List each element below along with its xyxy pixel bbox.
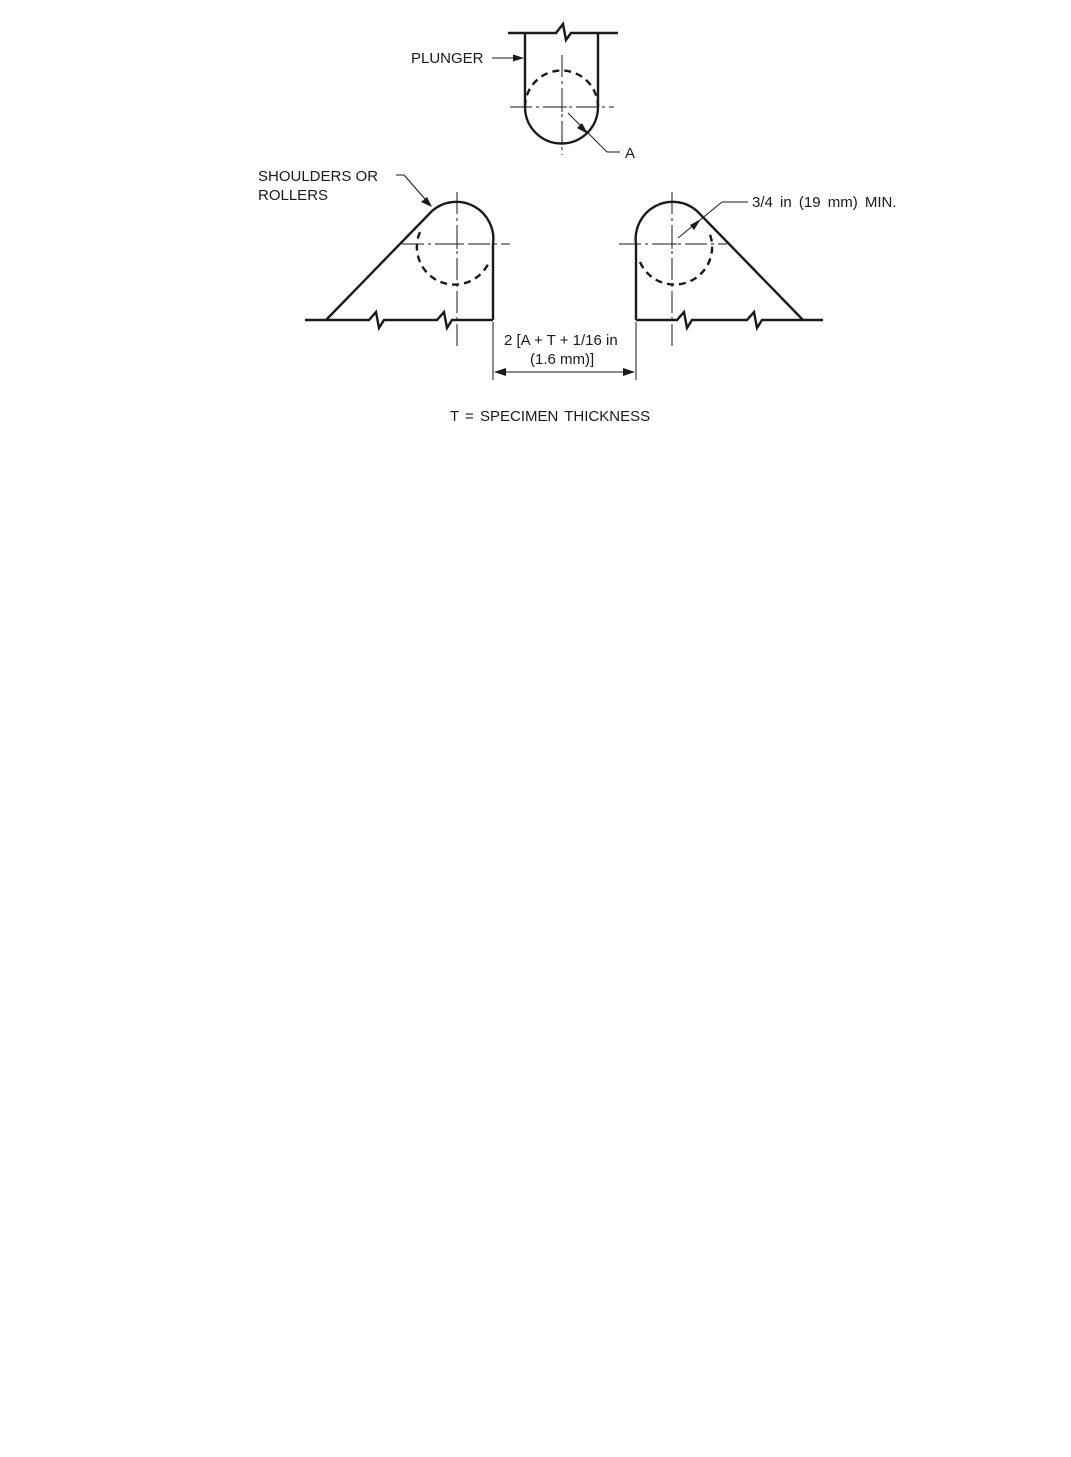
plunger [508, 24, 618, 155]
right-shoulder-hidden-radius [640, 232, 712, 285]
span-arrow-right-icon [623, 368, 635, 376]
shoulders-leader-arrow-icon [421, 197, 432, 207]
plunger-leader-arrow-icon [513, 55, 524, 62]
plunger-label: PLUNGER [411, 50, 484, 67]
right-shoulder [619, 192, 823, 346]
right-base-break-line [636, 312, 823, 328]
left-shoulder-outline [326, 202, 493, 320]
span-label-line1: 2 [A + T + 1/16 in [504, 332, 618, 349]
shoulders-label-line2: ROLLERS [258, 187, 329, 204]
min-radius-label: 3/4 in (19 mm) MIN. [752, 194, 897, 211]
left-base-break-line [305, 312, 493, 328]
radius-a-leader [568, 113, 620, 152]
min-radius-leader [678, 202, 748, 238]
span-arrow-left-icon [494, 368, 506, 376]
shoulders-label-line1: SHOULDERS OR [258, 168, 379, 185]
left-shoulder [305, 192, 510, 346]
plunger-leader [492, 55, 524, 62]
min-radius-arrow-icon [690, 219, 701, 230]
radius-a-label: A [625, 145, 636, 162]
radius-a-arrow-icon [577, 123, 588, 134]
shoulders-leader [396, 175, 432, 207]
left-shoulder-hidden-radius [417, 232, 489, 285]
footnote: T = SPECIMEN THICKNESS [450, 408, 651, 425]
span-label-line2: (1.6 mm)] [530, 351, 595, 368]
right-shoulder-outline [636, 202, 803, 320]
